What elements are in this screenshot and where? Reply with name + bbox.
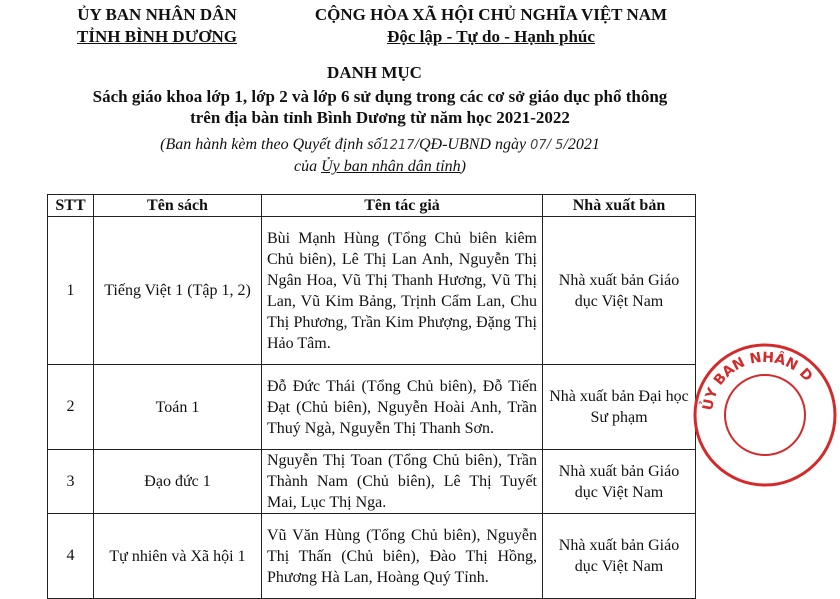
- official-seal-stamp: [690, 340, 840, 490]
- table-row: [48, 365, 696, 450]
- row-authors: Nguyễn Thị Toan (Tổng Chủ biên), Trần Thành Nam (Chủ biên), Lê Thị Tuyết Mai, Lục Thị Nga.: [262, 450, 543, 514]
- header-authors: Tên tác giả: [262, 195, 543, 217]
- handwritten-day: 07: [530, 138, 547, 153]
- issuer-header: [52, 4, 262, 48]
- table-row: [48, 450, 696, 514]
- row-stt: 4: [48, 514, 94, 599]
- row-publisher: Nhà xuất bản Giáo dục Việt Nam: [543, 450, 696, 514]
- row-book: Tự nhiên và Xã hội 1: [94, 514, 262, 599]
- national-header: [276, 4, 706, 48]
- document-title: DANH MỤC: [327, 63, 422, 82]
- row-book: Tiếng Việt 1 (Tập 1, 2): [94, 217, 262, 365]
- national-motto: Độc lập - Tự do - Hạnh phúc: [387, 27, 595, 46]
- header-book: Tên sách: [94, 195, 262, 217]
- row-publisher: Nhà xuất bản Giáo dục Việt Nam: [543, 514, 696, 599]
- header-stt: STT: [48, 195, 94, 217]
- header-publisher: Nhà xuất bản: [543, 195, 696, 217]
- row-authors: Vũ Văn Hùng (Tổng Chủ biên), Nguyễn Thị Thấn (Chủ biên), Đào Thị Hồng, Phương Hà Lan, Hoàng Quý Tỉnh.: [262, 514, 543, 599]
- issuance-line-1: (Ban hành kèm theo Quyết định số1217/QĐ-UBND ngày 07/ 5/2021: [160, 136, 600, 153]
- row-publisher: Nhà xuất bản Đại học Sư phạm: [543, 365, 696, 450]
- table-row: [48, 217, 696, 365]
- national-title: CỘNG HÒA XÃ HỘI CHỦ NGHĨA VIỆT NAM: [314, 5, 668, 24]
- handwritten-month: 5: [555, 138, 564, 153]
- handwritten-decision-number: 1217: [381, 138, 415, 153]
- row-publisher: Nhà xuất bản Giáo dục Việt Nam: [543, 217, 696, 365]
- subtitle-line-1: Sách giáo khoa lớp 1, lớp 2 và lớp 6 sử dụng trong các cơ sở giáo dục phổ thông: [92, 87, 668, 106]
- issuer-line-2: TỈNH BÌNH DƯƠNG: [77, 27, 237, 46]
- svg-text:ỦY BAN NHÂN D: ỦY BAN NHÂN D: [700, 349, 816, 412]
- issuance-line-2: của Ủy ban nhân dân tỉnh): [294, 158, 466, 175]
- document-subtitle: [40, 86, 720, 128]
- issuance-note: [60, 134, 700, 177]
- row-stt: 1: [48, 217, 94, 365]
- row-authors: Bùi Mạnh Hùng (Tổng Chủ biên kiêm Chủ biên), Lê Thị Lan Anh, Nguyễn Thị Ngân Hoa, Vũ Thị Thanh Hương, Vũ Thị Lan, Vũ Kim Bảng, Trịnh Cẩm Lan, Chu Thị Phương, Trần Kim Phượng, Đặng Thị Hảo Tâm.: [262, 217, 543, 365]
- table-header-row: [48, 195, 696, 217]
- row-authors: Đỗ Đức Thái (Tổng Chủ biên), Đỗ Tiến Đạt (Chủ biên), Nguyễn Hoài Anh, Trần Thuý Ngà, Nguyễn Thị Thanh Sơn.: [262, 365, 543, 450]
- table-row: [48, 514, 696, 599]
- subtitle-line-2: trên địa bàn tỉnh Bình Dương từ năm học 2021-2022: [190, 108, 570, 127]
- row-book: Toán 1: [94, 365, 262, 450]
- row-stt: 2: [48, 365, 94, 450]
- issuer-line-1: ỦY BAN NHÂN DÂN: [77, 5, 237, 24]
- row-book: Đạo đức 1: [94, 450, 262, 514]
- textbook-table: [47, 194, 696, 599]
- row-stt: 3: [48, 450, 94, 514]
